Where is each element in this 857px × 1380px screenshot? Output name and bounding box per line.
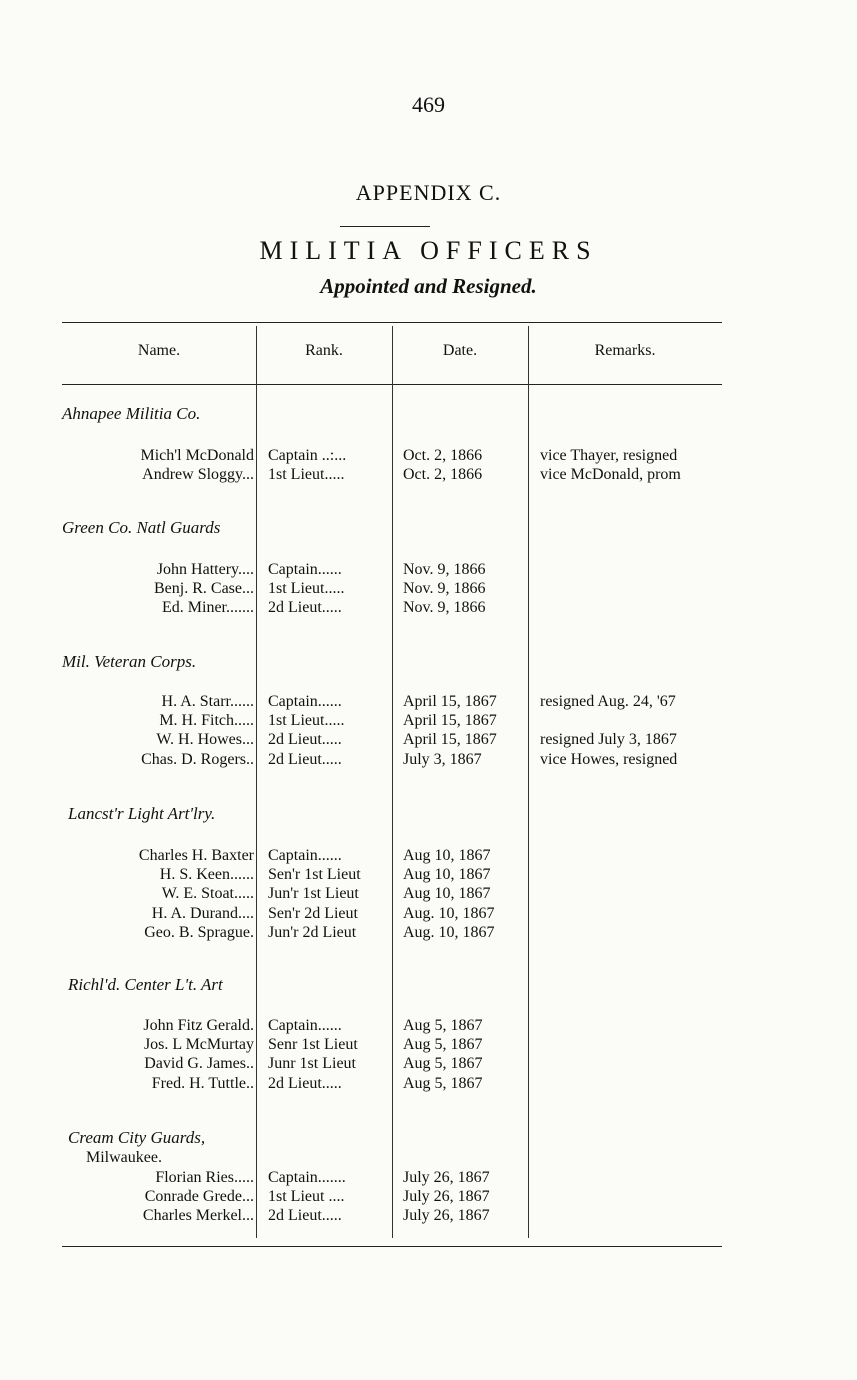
- appointment-date: Aug 10, 1867: [403, 866, 491, 883]
- officer-rank: Captain.......: [268, 1169, 346, 1186]
- officer-rank: 2d Lieut.....: [268, 599, 342, 616]
- group-heading: Lancst'r Light Art'lry.: [68, 804, 216, 823]
- officer-rank: Captain......: [268, 1017, 342, 1034]
- officer-name: Jos. L McMurtay: [143, 1036, 254, 1053]
- remarks: resigned July 3, 1867: [540, 731, 677, 748]
- table-row: [0, 1168, 857, 1187]
- appointment-date: Aug 5, 1867: [403, 1017, 483, 1034]
- remarks: vice McDonald, prom: [540, 466, 681, 483]
- table-row: [0, 579, 857, 598]
- remarks: vice Howes, resigned: [540, 751, 678, 768]
- table-top-rule: [62, 322, 722, 323]
- officer-rank: Jun'r 1st Lieut: [268, 885, 359, 902]
- column-header-name: Name.: [137, 342, 181, 359]
- officer-rank: Jun'r 2d Lieut: [268, 924, 357, 941]
- column-header-rank: Rank.: [305, 342, 343, 359]
- officer-rank: Captain......: [268, 693, 342, 710]
- table-row: [0, 1187, 857, 1206]
- table-row: [0, 446, 857, 465]
- appointment-date: Nov. 9, 1866: [403, 580, 486, 597]
- appointment-date: Oct. 2, 1866: [403, 447, 483, 464]
- table-row: [0, 865, 857, 884]
- officer-name: Mich'l McDonald: [140, 447, 254, 464]
- officer-rank: Sen'r 2d Lieut: [268, 905, 358, 922]
- group-heading: Richl'd. Center L't. Art: [68, 975, 223, 994]
- officer-rank: Senr 1st Lieut: [268, 1036, 358, 1053]
- officer-rank: 2d Lieut.....: [268, 1075, 342, 1092]
- officer-name: Charles H. Baxter: [138, 847, 254, 864]
- officer-name: John Fitz Gerald.: [143, 1017, 254, 1034]
- officer-name: M. H. Fitch.....: [159, 712, 254, 729]
- officer-rank: 2d Lieut.....: [268, 1207, 342, 1224]
- officer-name: Charles Merkel...: [142, 1207, 254, 1224]
- subtitle: Appointed and Resigned.: [320, 274, 537, 298]
- main-title: MILITIA OFFICERS: [259, 236, 598, 265]
- appointment-date: April 15, 1867: [403, 712, 497, 729]
- group-heading: Cream City Guards,: [68, 1128, 206, 1147]
- appointment-date: Aug 5, 1867: [403, 1075, 483, 1092]
- officer-rank: 2d Lieut.....: [268, 751, 342, 768]
- table-row: [0, 1035, 857, 1054]
- officer-rank: 1st Lieut.....: [268, 466, 345, 483]
- table-row: [0, 846, 857, 865]
- appointment-date: Aug 5, 1867: [403, 1036, 483, 1053]
- table-row: [0, 1206, 857, 1225]
- table-row: [0, 692, 857, 711]
- officer-rank: 2d Lieut.....: [268, 731, 342, 748]
- officer-name: H. S. Keen......: [159, 866, 254, 883]
- officer-rank: 1st Lieut ....: [268, 1188, 345, 1205]
- officer-name: W. H. Howes...: [156, 731, 254, 748]
- appointment-date: Aug 5, 1867: [403, 1055, 483, 1072]
- appointment-date: Nov. 9, 1866: [403, 561, 486, 578]
- appointment-date: April 15, 1867: [403, 693, 497, 710]
- officer-rank: Captain......: [268, 561, 342, 578]
- appointment-date: July 26, 1867: [403, 1207, 490, 1224]
- table-row: [0, 560, 857, 579]
- officer-rank: 1st Lieut.....: [268, 712, 345, 729]
- officer-name: W. E. Stoat.....: [161, 885, 254, 902]
- appointment-date: Oct. 2, 1866: [403, 466, 483, 483]
- group-heading: Ahnapee Militia Co.: [62, 404, 201, 423]
- table-row: [0, 598, 857, 617]
- appointment-date: Aug. 10, 1867: [403, 924, 495, 941]
- column-header-date: Date.: [442, 342, 478, 359]
- appointment-date: July 26, 1867: [403, 1188, 490, 1205]
- page-number: 469: [412, 92, 445, 117]
- officer-rank: Sen'r 1st Lieut: [268, 866, 361, 883]
- table-row: [0, 923, 857, 942]
- officer-name: Florian Ries.....: [155, 1169, 254, 1186]
- appointment-date: Nov. 9, 1866: [403, 599, 486, 616]
- officer-name: David G. James..: [144, 1055, 254, 1072]
- officer-name: H. A. Starr......: [161, 693, 254, 710]
- appointment-date: Aug. 10, 1867: [403, 905, 495, 922]
- remarks: resigned Aug. 24, '67: [540, 693, 676, 710]
- group-heading: Mil. Veteran Corps.: [62, 652, 197, 671]
- table-bottom-rule: [62, 1246, 722, 1247]
- table-row: [0, 711, 857, 730]
- title-rule: [340, 226, 430, 227]
- officer-name: Benj. R. Case...: [154, 580, 254, 597]
- appointment-date: July 26, 1867: [403, 1169, 490, 1186]
- appointment-date: April 15, 1867: [403, 731, 497, 748]
- group-heading: Green Co. Natl Guards: [62, 518, 221, 537]
- table-row: [0, 904, 857, 923]
- officer-name: Andrew Sloggy...: [142, 466, 254, 483]
- table-row: [0, 465, 857, 484]
- officer-rank: Captain ..:...: [268, 447, 347, 464]
- officer-name: Geo. B. Sprague.: [144, 924, 254, 941]
- officer-name: Fred. H. Tuttle..: [151, 1075, 254, 1092]
- appointment-date: Aug 10, 1867: [403, 885, 491, 902]
- table-row: [0, 750, 857, 769]
- table-row: [0, 730, 857, 749]
- column-header-remarks: Remarks.: [594, 342, 656, 359]
- table-row: [0, 1016, 857, 1035]
- officer-rank: Junr 1st Lieut: [268, 1055, 356, 1072]
- officer-name: H. A. Durand....: [151, 905, 254, 922]
- officer-name: Chas. D. Rogers..: [141, 751, 254, 768]
- table-row: [0, 1074, 857, 1093]
- officer-name: John Hattery....: [156, 561, 254, 578]
- officer-rank: Captain......: [268, 847, 342, 864]
- table-row: [0, 1054, 857, 1073]
- appendix-heading: APPENDIX C.: [355, 180, 502, 205]
- group-subheading: Milwaukee.: [86, 1149, 162, 1166]
- table-row: [0, 884, 857, 903]
- officer-name: Conrade Grede...: [144, 1188, 254, 1205]
- appointment-date: Aug 10, 1867: [403, 847, 491, 864]
- officer-name: Ed. Miner.......: [162, 599, 254, 616]
- appointment-date: July 3, 1867: [403, 751, 482, 768]
- remarks: vice Thayer, resigned: [540, 447, 678, 464]
- officer-rank: 1st Lieut.....: [268, 580, 345, 597]
